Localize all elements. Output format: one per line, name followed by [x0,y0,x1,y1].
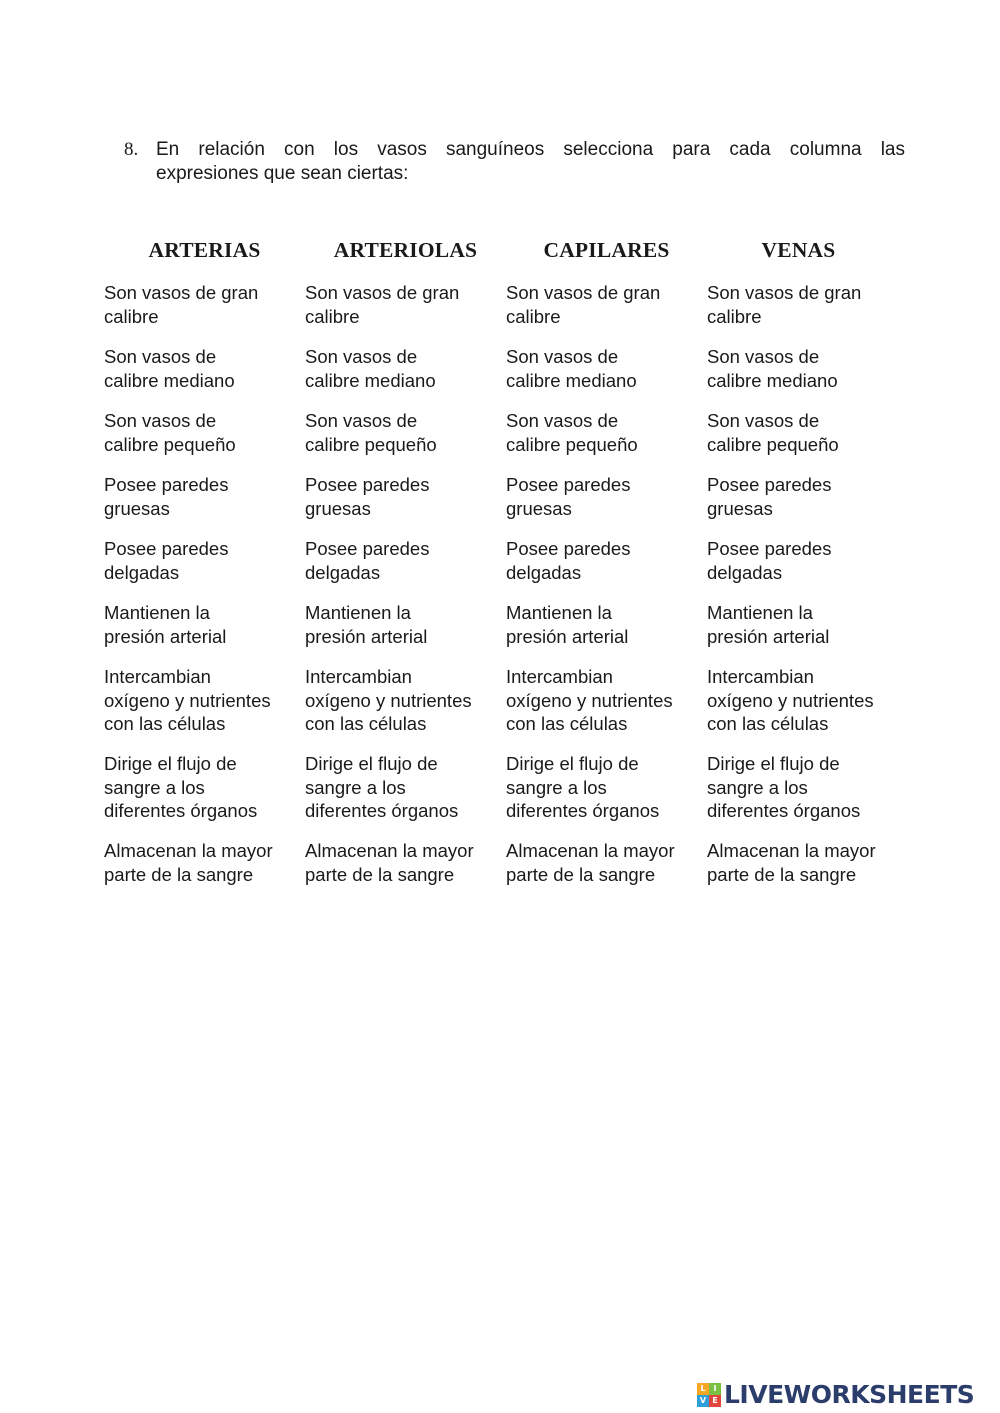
option-paredes-delgadas[interactable]: Posee paredes delgadas [707,538,832,583]
option-calibre-mediano[interactable]: Son vasos de calibre mediano [305,346,436,391]
logo-cell-l: L [697,1383,709,1395]
option-almacenan[interactable]: Almacenan la mayor parte de la sangre [305,840,474,885]
option-presion-arterial[interactable]: Mantienen la presión arterial [104,602,227,647]
option-paredes-delgadas[interactable]: Posee paredes delgadas [506,538,631,583]
option-intercambian[interactable]: Intercambian oxígeno y nutrientes con las células [707,666,874,734]
column-arteriolas [305,236,506,903]
option-paredes-delgadas[interactable]: Posee paredes delgadas [104,538,229,583]
option-paredes-gruesas[interactable]: Posee paredes gruesas [305,474,430,519]
option-calibre-mediano[interactable]: Son vasos de calibre mediano [506,346,637,391]
liveworksheets-logo-icon [697,1383,721,1407]
option-almacenan[interactable]: Almacenan la mayor parte de la sangre [506,840,675,885]
brand-text: LIVEWORKSHEETS [724,1380,975,1409]
question-block [124,138,905,186]
option-gran-calibre[interactable]: Son vasos de gran calibre [707,282,862,327]
column-header: VENAS [761,238,836,262]
question-text [156,138,905,186]
column-capilares [506,236,707,903]
option-calibre-pequeno[interactable]: Son vasos de calibre pequeño [104,410,236,455]
option-dirige-flujo[interactable]: Dirige el flujo de sangre a los diferentes órganos [104,753,258,821]
option-gran-calibre[interactable]: Son vasos de gran calibre [506,282,661,327]
option-calibre-mediano[interactable]: Son vasos de calibre mediano [707,346,838,391]
column-header: ARTERIOLAS [333,238,478,262]
column-header: CAPILARES [543,238,670,262]
option-dirige-flujo[interactable]: Dirige el flujo de sangre a los diferentes órganos [305,753,459,821]
option-intercambian[interactable]: Intercambian oxígeno y nutrientes con las células [305,666,472,734]
option-presion-arterial[interactable]: Mantienen la presión arterial [305,602,428,647]
question-number: 8. [124,139,139,160]
option-dirige-flujo[interactable]: Dirige el flujo de sangre a los diferentes órganos [506,753,660,821]
option-calibre-mediano[interactable]: Son vasos de calibre mediano [104,346,235,391]
option-paredes-gruesas[interactable]: Posee paredes gruesas [104,474,229,519]
option-calibre-pequeno[interactable]: Son vasos de calibre pequeño [506,410,638,455]
question-line-2: expresiones que sean ciertas: [156,163,409,184]
option-calibre-pequeno[interactable]: Son vasos de calibre pequeño [707,410,839,455]
option-gran-calibre[interactable]: Son vasos de gran calibre [104,282,259,327]
option-almacenan[interactable]: Almacenan la mayor parte de la sangre [707,840,876,885]
option-intercambian[interactable]: Intercambian oxígeno y nutrientes con las células [104,666,271,734]
option-intercambian[interactable]: Intercambian oxígeno y nutrientes con las células [506,666,673,734]
option-dirige-flujo[interactable]: Dirige el flujo de sangre a los diferentes órganos [707,753,861,821]
option-paredes-gruesas[interactable]: Posee paredes gruesas [707,474,832,519]
option-paredes-delgadas[interactable]: Posee paredes delgadas [305,538,430,583]
column-header: ARTERIAS [148,238,261,262]
options-grid [104,236,908,903]
logo-cell-v: V [697,1395,709,1407]
liveworksheets-brand [697,1380,974,1410]
option-presion-arterial[interactable]: Mantienen la presión arterial [506,602,629,647]
option-almacenan[interactable]: Almacenan la mayor parte de la sangre [104,840,273,885]
logo-cell-i: I [709,1383,721,1395]
logo-cell-e: E [709,1395,721,1407]
column-arterias [104,236,305,903]
option-paredes-gruesas[interactable]: Posee paredes gruesas [506,474,631,519]
option-presion-arterial[interactable]: Mantienen la presión arterial [707,602,830,647]
option-calibre-pequeno[interactable]: Son vasos de calibre pequeño [305,410,437,455]
question-line-1: En relación con los vasos sanguíneos selecciona para cada columna las [156,139,905,160]
column-venas [707,236,908,903]
option-gran-calibre[interactable]: Son vasos de gran calibre [305,282,460,327]
